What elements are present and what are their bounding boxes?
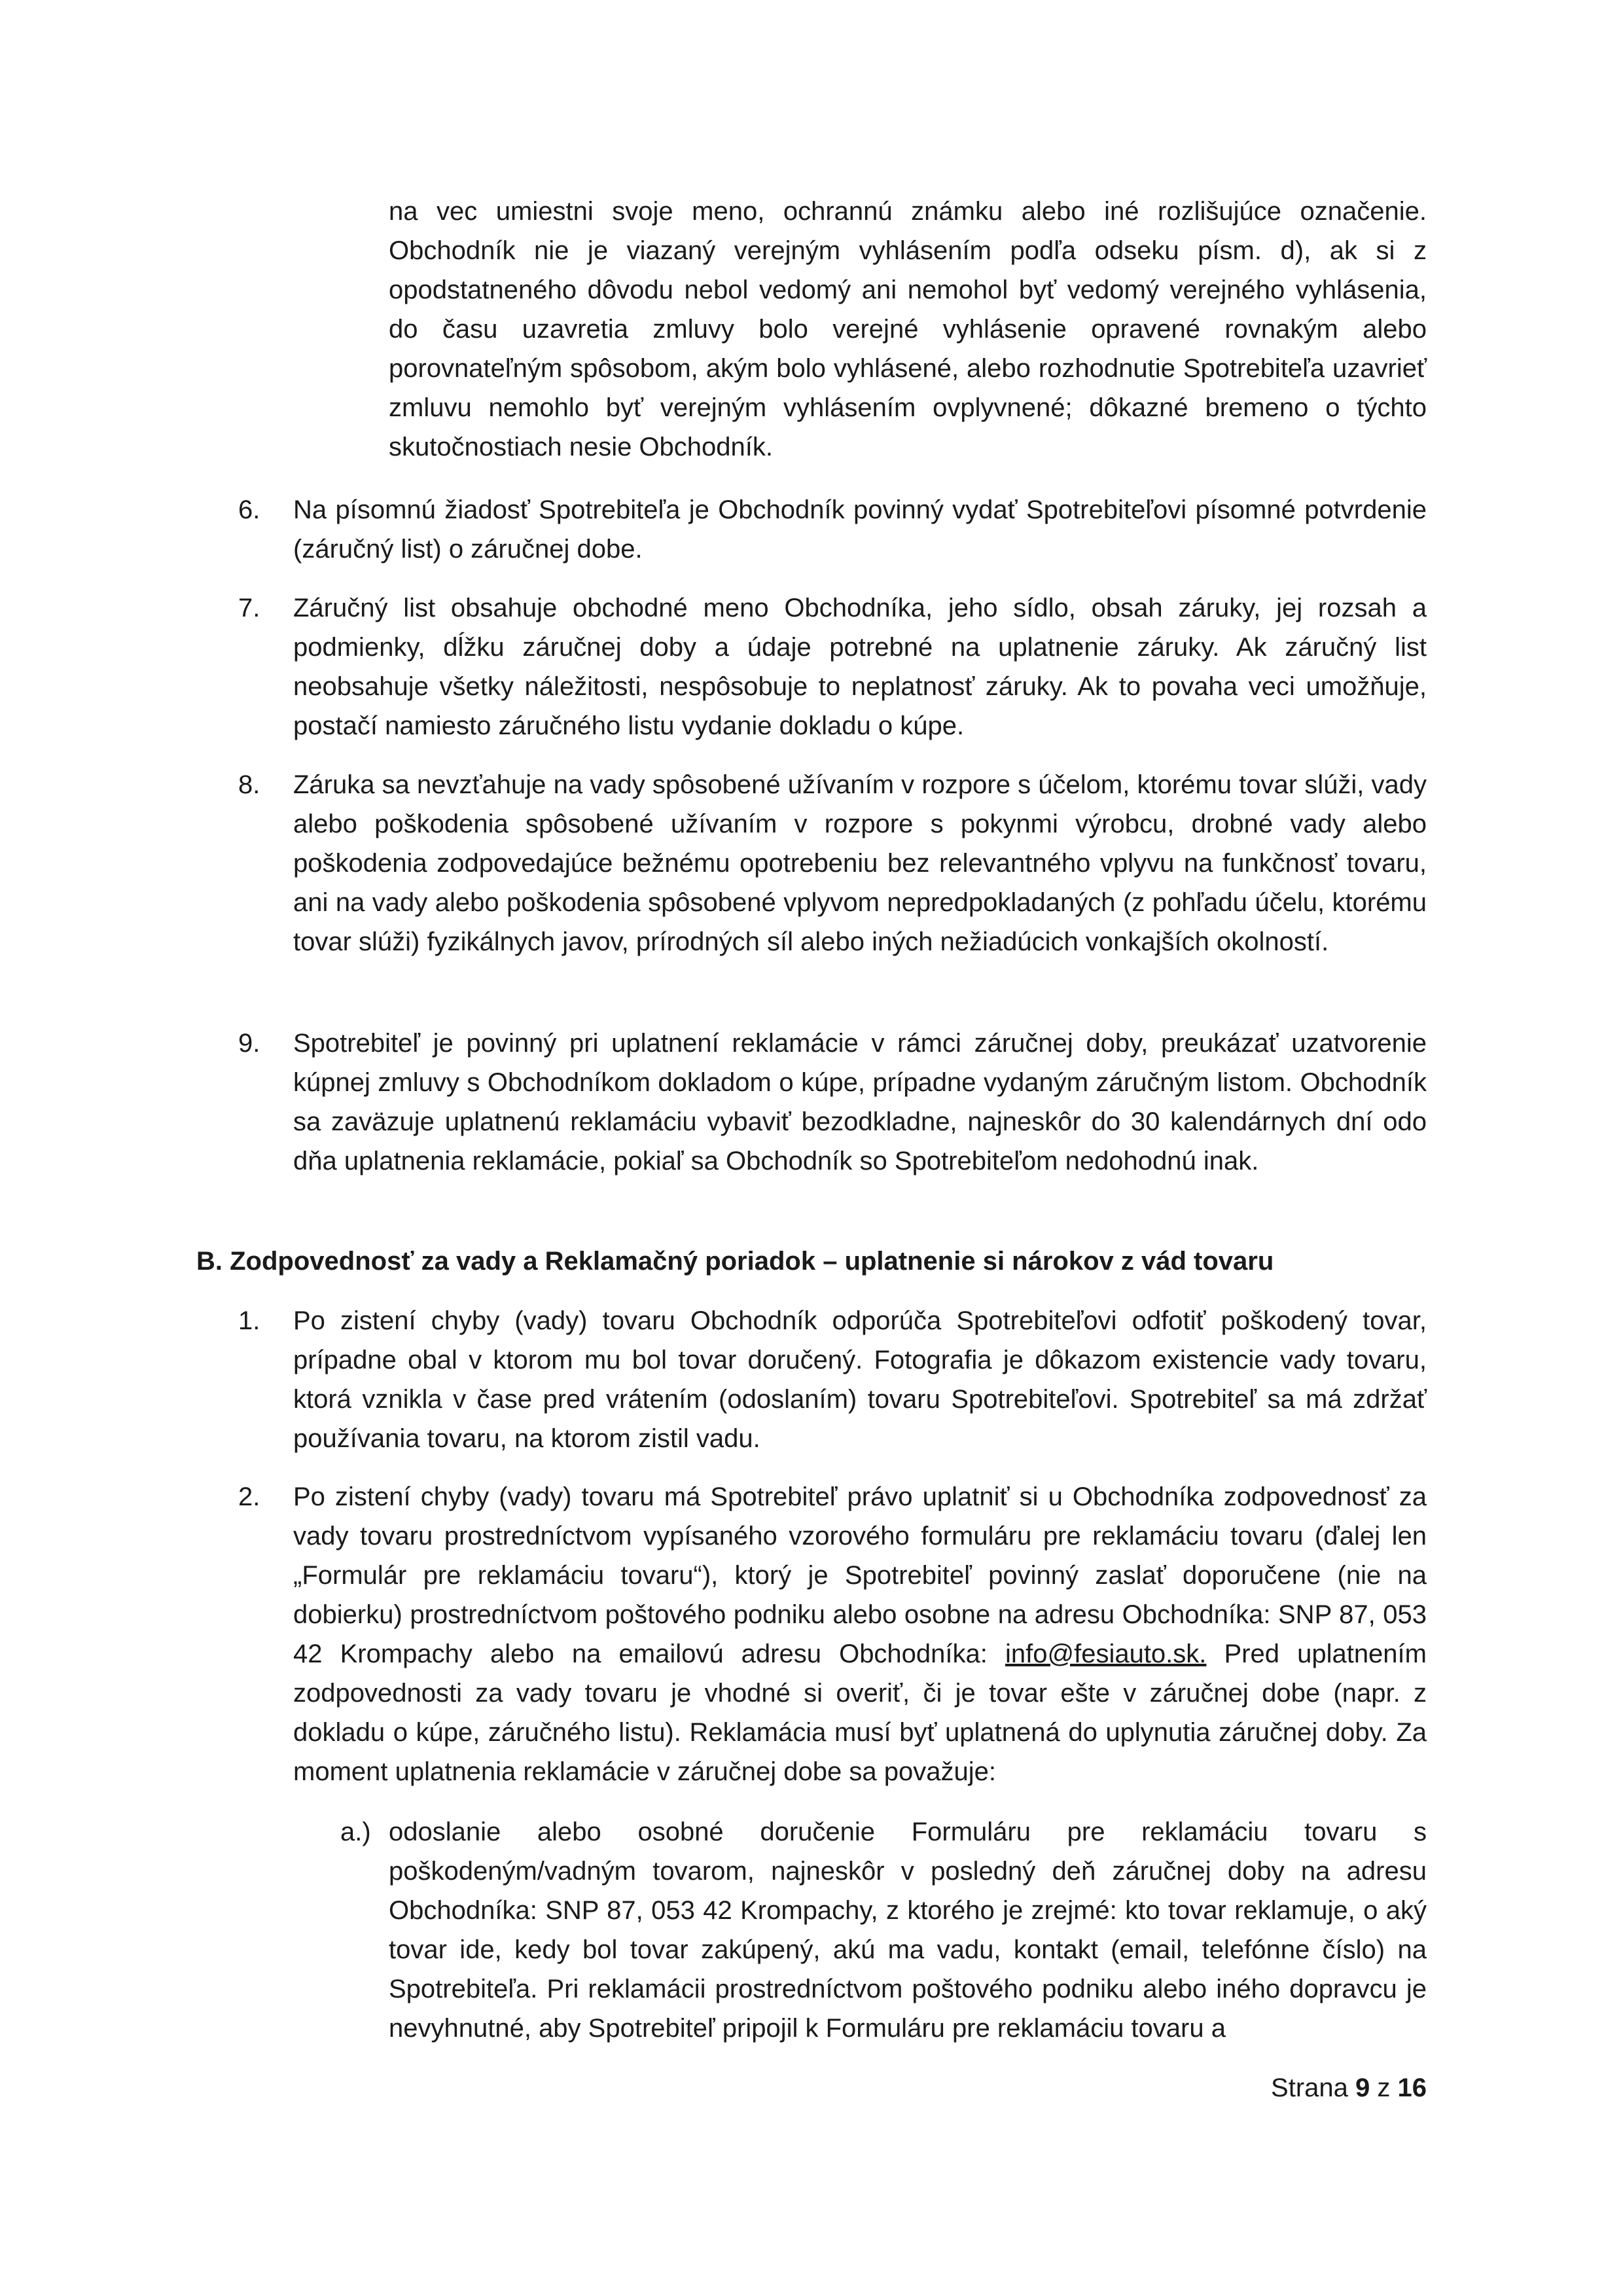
list-number: 6. bbox=[238, 495, 260, 524]
footer-total-pages: 16 bbox=[1397, 2073, 1427, 2102]
list-text: Záruka sa nevzťahuje na vady spôsobené užívaním v rozpore s účelom, ktorému tovar slúži, vady alebo poškodenia spôsobené užívaním v rozpore s pokynmi výrobcu, drobné vady alebo poškodenia zodpovedajúce bežnému opotrebeniu bez relevantného vplyvu na funkčnosť tovaru, ani na vady alebo poškodenia spôsobené vplyvom nepredpokladaných (z pohľadu účelu, ktorému tovar slúži) fyzikálnych javov, prírodných síl alebo iných nežiadúcich vonkajších okolností. bbox=[293, 770, 1427, 956]
footer-prefix: Strana bbox=[1271, 2073, 1356, 2102]
list-text bbox=[293, 1477, 1427, 1791]
sub-item-label: a.) bbox=[340, 1818, 371, 1846]
email-link[interactable]: info@fesiauto.sk. bbox=[1005, 1640, 1207, 1668]
list-text: Záručný list obsahuje obchodné meno Obchodníka, jeho sídlo, obsah záruky, jej rozsah a podmienky, dĺžku záručnej doby a údaje potrebné na uplatnenie záruky. Ak záručný list neobsahuje všetky náležitosti, nespôsobuje to neplatnosť záruky. Ak to povaha veci umožňuje, postačí namiesto záručného listu vydanie dokladu o kúpe. bbox=[293, 594, 1427, 740]
list-number: 7. bbox=[238, 594, 260, 622]
list-number: 2. bbox=[238, 1482, 260, 1511]
sub-item-text: odoslanie alebo osobné doručenie Formuláru pre reklamáciu tovaru s poškodeným/vadným tovarom, najneskôr v posledný deň záručnej doby na adresu Obchodníka: SNP 87, 053 42 Krompachy, z ktorého je zrejmé: kto tovar reklamuje, o aký tovar ide, kedy bol tovar zakúpený, akú ma vadu, kontakt (email, telefónne číslo) na Spotrebiteľa. Pri reklamácii prostredníctvom poštového podniku alebo iného dopravcu je nevyhnutné, aby Spotrebiteľ pripojil k Formuláru pre reklamáciu tovaru a bbox=[389, 1818, 1427, 2043]
list-text: Po zistení chyby (vady) tovaru Obchodník odporúča Spotrebiteľovi odfotiť poškodený tovar, prípadne obal v ktorom mu bol tovar doručený. Fotografia je dôkazom existencie vady tovaru, ktorá vznikla v čase pred vrátením (odoslaním) tovaru Spotrebiteľovi. Spotrebiteľ sa má zdržať používania tovaru, na ktorom zistil vadu. bbox=[293, 1306, 1427, 1453]
list-text: Na písomnú žiadosť Spotrebiteľa je Obchodník povinný vydať Spotrebiteľovi písomné potvrdenie (záručný list) o záručnej dobe. bbox=[293, 495, 1427, 564]
list-text-after-email: Pred uplatnením zodpovednosti za vady tovaru je vhodné si overiť, či je tovar ešte v záručnej dobe (napr. z dokladu o kúpe, záručného listu). Reklamácia musí byť uplatnená do uplynutia záručnej doby. Za moment uplatnenia reklamácie v záručnej dobe sa považuje: bbox=[293, 1640, 1427, 1786]
section-heading: B. Zodpovednosť za vady a Reklamačný poriadok – uplatnenie si nárokov z vád tovaru bbox=[196, 1247, 1274, 1276]
intro-paragraph: na vec umiestni svoje meno, ochrannú známku alebo iné rozlišujúce označenie. Obchodník nie je viazaný verejným vyhlásením podľa odseku písm. d), ak si z opodstatneného dôvodu nebol vedomý ani nemohol byť vedomý verejného vyhlásenia, do času uzavretia zmluvy bolo verejné vyhlásenie opravené rovnakým alebo porovnateľným spôsobom, akým bolo vyhlásené, alebo rozhodnutie Spotrebiteľa uzavrieť zmluvu nemohlo byť verejným vyhlásením ovplyvnené; dôkazné bremeno o týchto skutočnostiach nesie Obchodník. bbox=[389, 197, 1427, 461]
list-text: Spotrebiteľ je povinný pri uplatnení reklamácie v rámci záručnej doby, preukázať uzatvorenie kúpnej zmluvy s Obchodníkom dokladom o kúpe, prípadne vydaným záručným listom. Obchodník sa zaväzuje uplatnenú reklamáciu vybaviť bezodkladne, najneskôr do 30 kalendárnych dní odo dňa uplatnenia reklamácie, pokiaľ sa Obchodník so Spotrebiteľom nedohodnú inak. bbox=[293, 1029, 1427, 1175]
list-text-before-email: Po zistení chyby (vady) tovaru má Spotrebiteľ právo uplatniť si u Obchodníka zodpovednosť za vady tovaru prostredníctvom vypísaného vzorového formuláru pre reklamáciu tovaru (ďalej len „Formulár pre reklamáciu tovaru“), ktorý je Spotrebiteľ povinný zaslať doporučene (nie na dobierku) prostredníctvom poštového podniku alebo osobne na adresu Obchodníka: SNP 87, 053 42 Krompachy alebo na emailovú adresu Obchodníka: bbox=[293, 1482, 1427, 1668]
list-number: 1. bbox=[238, 1306, 260, 1335]
footer-current-page: 9 bbox=[1355, 2073, 1370, 2102]
list-number: 9. bbox=[238, 1029, 260, 1058]
list-number: 8. bbox=[238, 770, 260, 799]
footer-middle: z bbox=[1370, 2073, 1398, 2102]
page-number-footer bbox=[1243, 2068, 1427, 2108]
